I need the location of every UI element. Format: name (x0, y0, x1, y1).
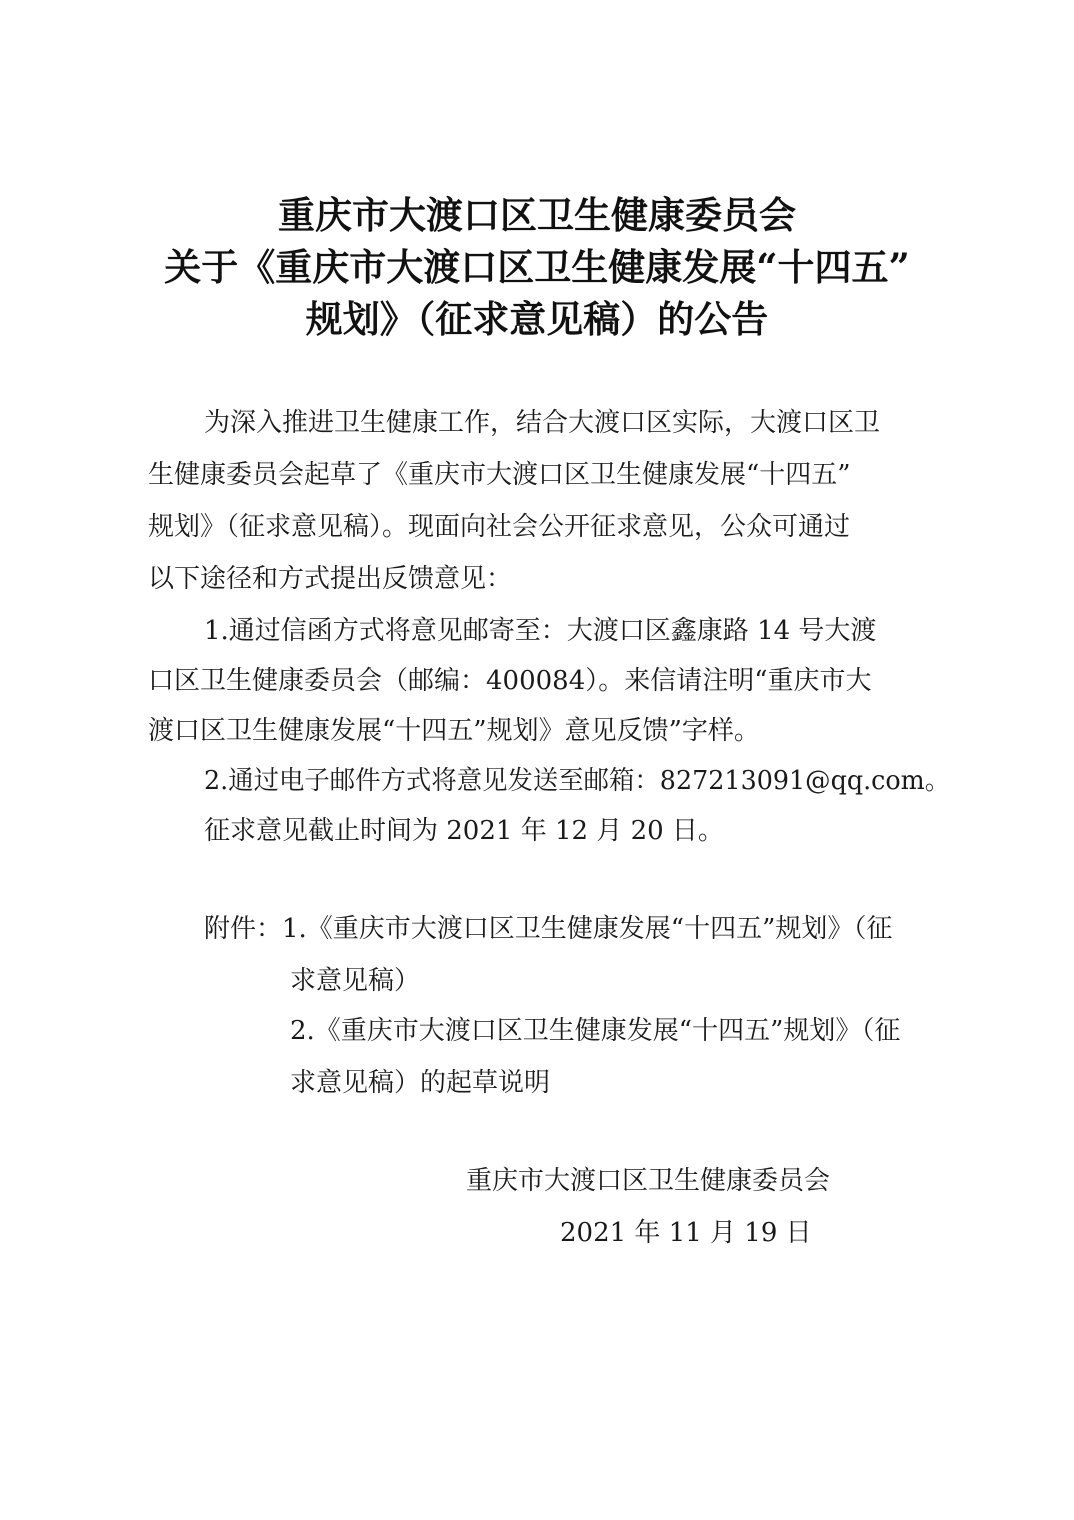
signature-org: 重庆市大渡口区卫生健康委员会 (466, 1166, 831, 1196)
intro-line-4: 以下途径和方式提出反馈意见： (148, 564, 513, 594)
attachment-1-line-2: 求意见稿） (290, 966, 421, 996)
deadline: 征求意见截止时间为 2021 年 12 月 20 日。 (204, 816, 724, 846)
signature-date: 2021 年 11 月 19 日 (560, 1218, 812, 1248)
attachment-2-line-1: 2.《重庆市大渡口区卫生健康发展“十四五”规划》（征 (290, 1016, 901, 1046)
item2-email: 2.通过电子邮件方式将意见发送至邮箱：827213091@qq.com。 (204, 766, 951, 796)
title-line-1: 重庆市大渡口区卫生健康委员会 (278, 193, 796, 237)
intro-line-1: 为深入推进卫生健康工作，结合大渡口区实际，大渡口区卫 (204, 408, 881, 438)
intro-line-3: 规划》（征求意见稿）。现面向社会公开征求意见，公众可通过 (148, 512, 851, 542)
item1-line-1: 1.通过信函方式将意见邮寄至：大渡口区鑫康路 14 号大渡 (204, 616, 877, 646)
attachment-1-line-1: 附件：1.《重庆市大渡口区卫生健康发展“十四五”规划》（征 (204, 914, 893, 944)
title-line-2: 关于《重庆市大渡口区卫生健康发展“十四五” (164, 245, 910, 289)
title-line-3: 规划》（征求意见稿）的公告 (305, 297, 769, 341)
intro-line-2: 生健康委员会起草了《重庆市大渡口区卫生健康发展“十四五” (148, 460, 851, 490)
attachment-2-line-2: 求意见稿）的起草说明 (290, 1068, 551, 1098)
item1-line-3: 渡口区卫生健康发展“十四五”规划》意见反馈”字样。 (148, 716, 760, 746)
item1-line-2: 口区卫生健康委员会（邮编：400084）。来信请注明“重庆市大 (148, 666, 872, 696)
